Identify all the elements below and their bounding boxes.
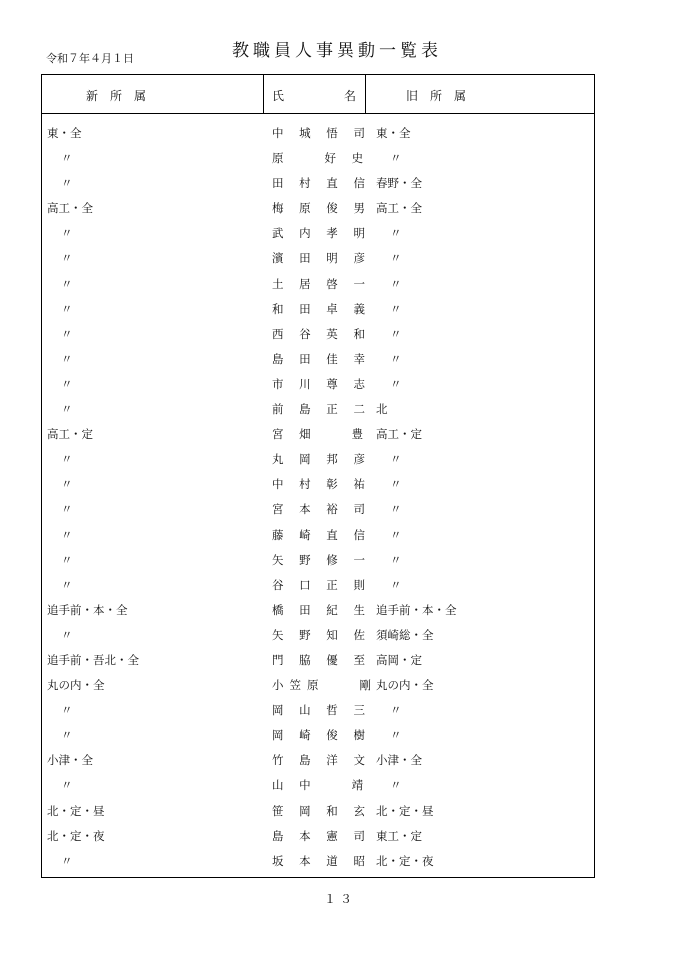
old-dept-cell: 追手前・本・全 (376, 602, 457, 617)
new-dept-cell: 東・全 (47, 126, 82, 140)
table-row (42, 295, 594, 320)
name-cell: 藤 崎 直 信 (272, 527, 371, 542)
new-dept-cell: 〃 (61, 351, 73, 366)
column-header-old-dept: 旧 所 属 (406, 89, 467, 103)
old-dept-cell: 小津・全 (376, 753, 422, 768)
table-row (42, 621, 594, 646)
name-cell: 島 田 佳 幸 (272, 351, 371, 366)
name-cell: 山 中 靖 (272, 778, 370, 793)
old-dept-cell: 〃 (390, 778, 402, 793)
name-cell: 矢 野 知 佐 (272, 627, 371, 642)
name-cell: 田 村 直 信 (272, 176, 371, 191)
page-number: １３ (323, 892, 356, 906)
new-dept-cell: 〃 (61, 577, 73, 592)
old-dept-cell: 北・定・昼 (376, 803, 434, 818)
column-divider (365, 75, 366, 113)
name-cell: 丸 岡 邦 彦 (272, 452, 371, 467)
issue-date: 令和７年４月１日 (46, 52, 134, 65)
table-row (42, 320, 594, 345)
table-row (42, 646, 594, 671)
table-row (42, 420, 594, 445)
old-dept-cell: 〃 (390, 552, 402, 567)
table-header-row (42, 75, 594, 114)
table-row (42, 847, 594, 872)
table-row (42, 370, 594, 395)
name-cell: 前 島 正 二 (272, 402, 371, 417)
new-dept-cell: 〃 (61, 176, 73, 191)
new-dept-cell: 〃 (61, 151, 73, 166)
name-cell: 中 村 彰 祐 (272, 477, 371, 492)
new-dept-cell: 〃 (61, 326, 73, 341)
old-dept-cell: 〃 (390, 527, 402, 542)
old-dept-cell: 須崎総・全 (376, 627, 434, 642)
name-cell: 原 好 史 (272, 151, 370, 166)
old-dept-cell: 〃 (390, 326, 402, 341)
name-cell: 梅 原 俊 男 (272, 201, 371, 216)
name-cell: 谷 口 正 則 (272, 577, 371, 592)
old-dept-cell: 〃 (390, 251, 402, 266)
new-dept-cell: 高工・定 (47, 427, 93, 442)
table-row (42, 244, 594, 269)
name-cell: 島 本 憲 司 (272, 828, 371, 843)
old-dept-cell: 高岡・定 (376, 652, 422, 667)
name-cell: 矢 野 修 一 (272, 552, 371, 567)
new-dept-cell: 追手前・本・全 (47, 602, 128, 617)
new-dept-cell: 北・定・夜 (47, 828, 105, 843)
table-row (42, 495, 594, 520)
table-row (42, 219, 594, 244)
name-cell: 土 居 啓 一 (272, 276, 371, 291)
page-title: 教職員人事異動一覧表 (232, 41, 442, 61)
table-row (42, 470, 594, 495)
name-cell: 市 川 尊 志 (272, 376, 371, 391)
name-cell: 宮 畑 豊 (272, 427, 370, 442)
new-dept-cell: 〃 (61, 276, 73, 291)
new-dept-cell: 〃 (61, 728, 73, 743)
table-row (42, 119, 594, 144)
table-row (42, 546, 594, 571)
new-dept-cell: 〃 (61, 402, 73, 417)
new-dept-cell: 〃 (61, 226, 73, 241)
name-cell: 小笠原 剛 (272, 678, 377, 693)
name-cell: 武 内 孝 明 (272, 226, 371, 241)
new-dept-cell: 〃 (61, 301, 73, 316)
table-row (42, 746, 594, 771)
old-dept-cell: 北・定・夜 (376, 853, 434, 868)
new-dept-cell: 追手前・吾北・全 (47, 652, 139, 667)
new-dept-cell: 〃 (61, 552, 73, 567)
table-row (42, 721, 594, 746)
personnel-table (41, 74, 595, 878)
name-cell: 宮 本 裕 司 (272, 502, 371, 517)
old-dept-cell: 〃 (390, 351, 402, 366)
name-cell: 中 城 悟 司 (272, 126, 371, 140)
column-header-name-surname: 氏 (272, 89, 285, 103)
table-row (42, 169, 594, 194)
old-dept-cell: 〃 (390, 151, 402, 166)
old-dept-cell: 〃 (390, 226, 402, 241)
table-row (42, 521, 594, 546)
table-row (42, 771, 594, 796)
old-dept-cell: 東・全 (376, 126, 411, 140)
table-row (42, 345, 594, 370)
table-row (42, 445, 594, 470)
table-body (42, 119, 594, 872)
old-dept-cell: 北 (376, 402, 388, 417)
table-row (42, 797, 594, 822)
old-dept-cell: 〃 (390, 301, 402, 316)
table-row (42, 144, 594, 169)
new-dept-cell: 〃 (61, 627, 73, 642)
old-dept-cell: 〃 (390, 452, 402, 467)
table-row (42, 270, 594, 295)
new-dept-cell: 〃 (61, 251, 73, 266)
old-dept-cell: 丸の内・全 (376, 678, 434, 693)
new-dept-cell: 〃 (61, 376, 73, 391)
old-dept-cell: 春野・全 (376, 176, 422, 191)
new-dept-cell: 〃 (61, 477, 73, 492)
column-divider (263, 75, 264, 113)
name-cell: 西 谷 英 和 (272, 326, 371, 341)
new-dept-cell: 丸の内・全 (47, 678, 105, 693)
new-dept-cell: 〃 (61, 778, 73, 793)
name-cell: 門 脇 優 至 (272, 652, 371, 667)
table-row (42, 395, 594, 420)
table-row (42, 571, 594, 596)
table-row (42, 696, 594, 721)
table-row (42, 822, 594, 847)
new-dept-cell: 高工・全 (47, 201, 93, 216)
old-dept-cell: 東工・定 (376, 828, 422, 843)
old-dept-cell: 〃 (390, 376, 402, 391)
table-row (42, 596, 594, 621)
name-cell: 濱 田 明 彦 (272, 251, 371, 266)
name-cell: 橋 田 紀 生 (272, 602, 371, 617)
table-row (42, 671, 594, 696)
new-dept-cell: 小津・全 (47, 753, 93, 768)
name-cell: 坂 本 道 昭 (272, 853, 371, 868)
old-dept-cell: 高工・定 (376, 427, 422, 442)
old-dept-cell: 〃 (390, 276, 402, 291)
old-dept-cell: 高工・全 (376, 201, 422, 216)
old-dept-cell: 〃 (390, 477, 402, 492)
name-cell: 岡 山 哲 三 (272, 703, 371, 718)
new-dept-cell: 北・定・昼 (47, 803, 105, 818)
name-cell: 笹 岡 和 玄 (272, 803, 371, 818)
new-dept-cell: 〃 (61, 853, 73, 868)
old-dept-cell: 〃 (390, 577, 402, 592)
new-dept-cell: 〃 (61, 527, 73, 542)
new-dept-cell: 〃 (61, 703, 73, 718)
new-dept-cell: 〃 (61, 452, 73, 467)
name-cell: 竹 島 洋 文 (272, 753, 371, 768)
column-header-name-given: 名 (344, 89, 357, 103)
old-dept-cell: 〃 (390, 502, 402, 517)
new-dept-cell: 〃 (61, 502, 73, 517)
old-dept-cell: 〃 (390, 728, 402, 743)
old-dept-cell: 〃 (390, 703, 402, 718)
name-cell: 和 田 卓 義 (272, 301, 371, 316)
column-header-new-dept: 新 所 属 (86, 89, 147, 103)
table-row (42, 194, 594, 219)
name-cell: 岡 崎 俊 樹 (272, 728, 371, 743)
